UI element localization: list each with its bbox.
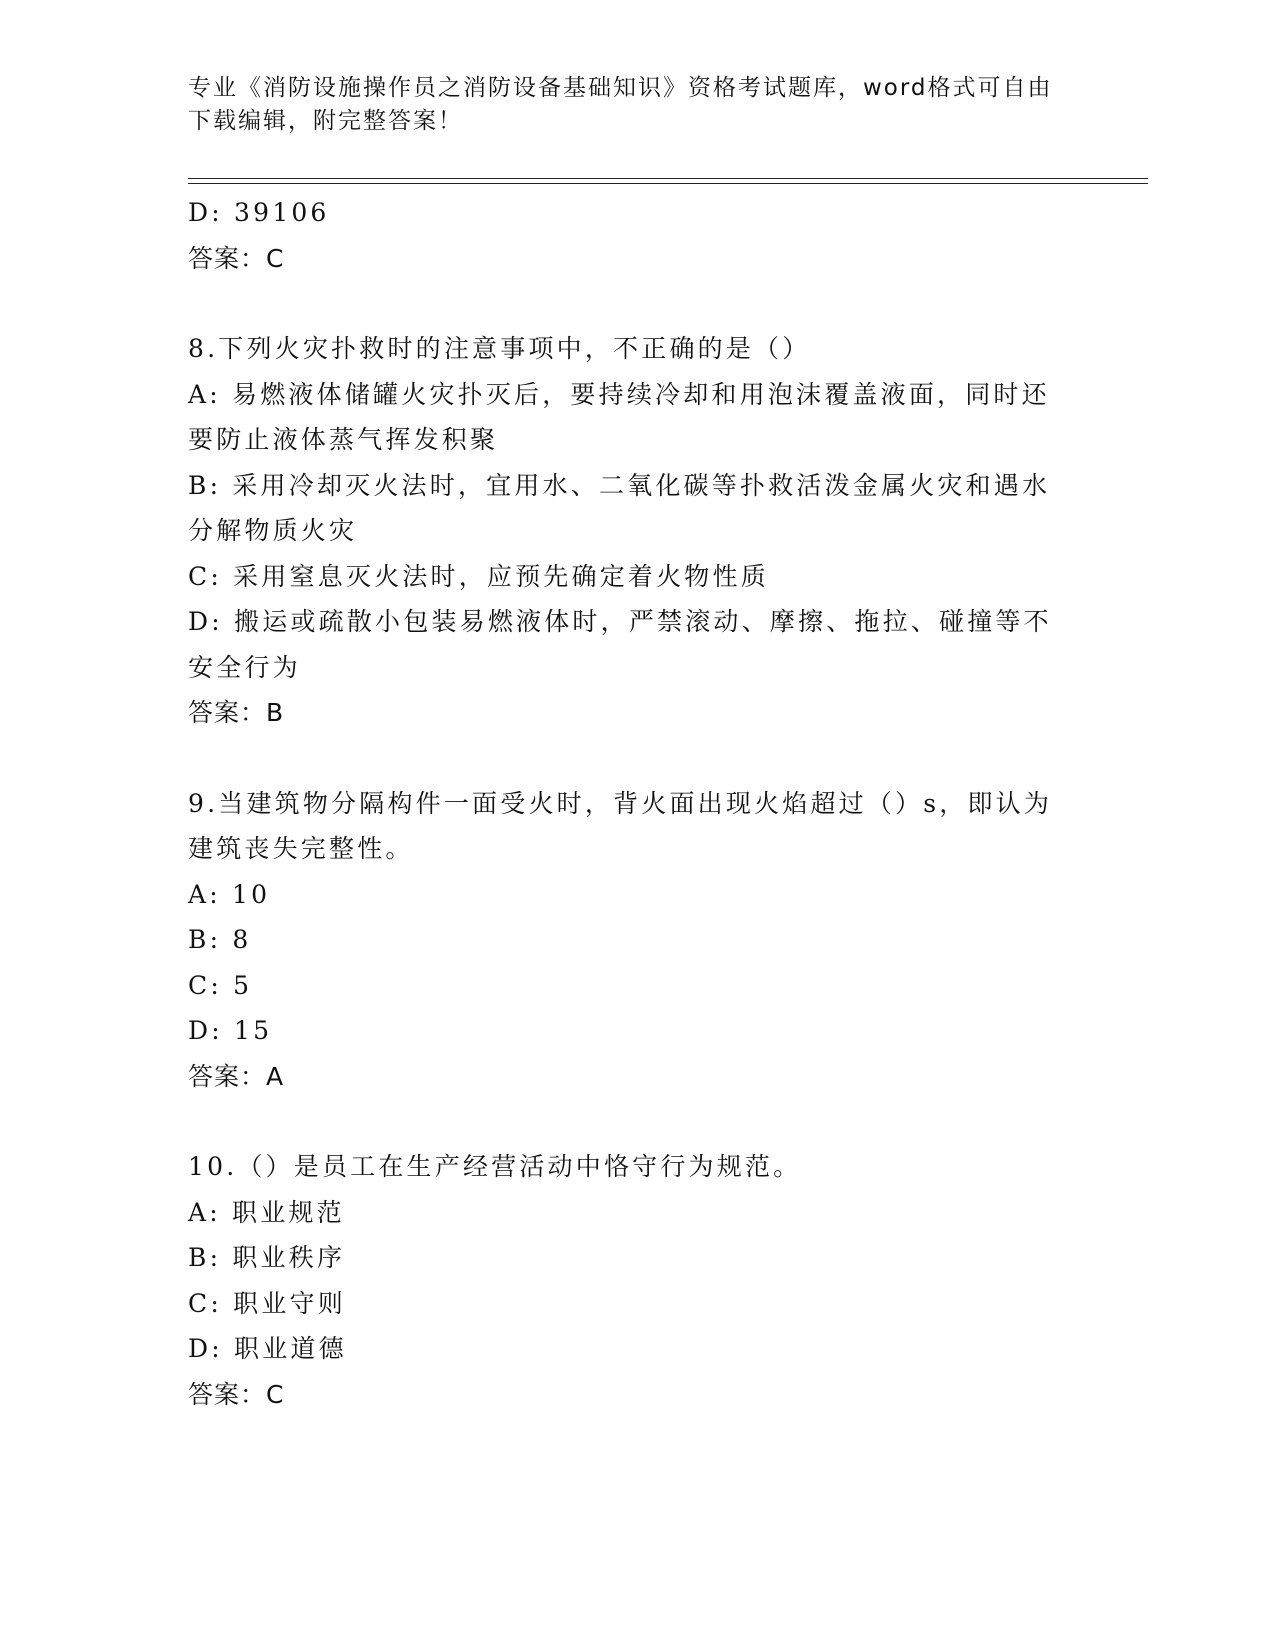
option-d: D: 搬运或疏散小包装易燃液体时，严禁滚动、摩擦、拖拉、碰撞等不安全行为 — [188, 607, 1052, 682]
option-b: B: 采用冷却灭火法时，宜用水、二氧化碳等扑救活泼金属火灾和遇水分解物质火灾 — [188, 470, 1051, 545]
page-header-text: 专业《消防设施操作员之消防设备基础知识》资格考试题库，word格式可自由下载编辑，附完整答案！ — [188, 75, 1053, 134]
spacer — [188, 736, 1078, 781]
question-10 — [188, 1144, 1078, 1417]
option-b: B: 8 — [188, 925, 252, 954]
answer-line: 答案：A — [188, 1061, 285, 1091]
question-9 — [188, 781, 1078, 1100]
option-a: A: 易燃液体储罐火灾扑灭后，要持续冷却和用泡沫覆盖液面，同时还要防止液体蒸气挥发积聚 — [188, 379, 1050, 454]
option-c: C: 采用窒息灭火法时，应预先确定着火物性质 — [188, 561, 769, 591]
option-c: C: 5 — [188, 970, 253, 1000]
answer-line: 答案：C — [188, 1379, 285, 1409]
question-text: 9.当建筑物分隔构件一面受火时，背火面出现火焰超过（）s，即认为建筑丧失完整性。 — [188, 788, 1053, 863]
option-c: C: 职业守则 — [188, 1288, 346, 1318]
answer-line: 答案：C — [188, 243, 285, 273]
option-d: D: 39106 — [188, 198, 330, 227]
spacer — [188, 281, 1078, 326]
question-text: 8.下列火灾扑救时的注意事项中，不正确的是（） — [188, 334, 811, 363]
header-divider-top — [188, 178, 1148, 179]
option-b: B: 职业秩序 — [188, 1243, 346, 1272]
option-a: A: 职业规范 — [188, 1197, 345, 1227]
option-a: A: 10 — [188, 879, 271, 909]
question-text: 10.（）是员工在生产经营活动中恪守行为规范。 — [188, 1152, 802, 1181]
question-7-tail — [188, 190, 1078, 281]
answer-line: 答案：B — [188, 698, 285, 727]
question-content — [188, 190, 1078, 1417]
option-d: D: 职业道德 — [188, 1334, 347, 1363]
spacer — [188, 1099, 1078, 1144]
header-divider-bottom — [188, 183, 1148, 184]
option-d: D: 15 — [188, 1016, 273, 1045]
question-8 — [188, 326, 1078, 736]
